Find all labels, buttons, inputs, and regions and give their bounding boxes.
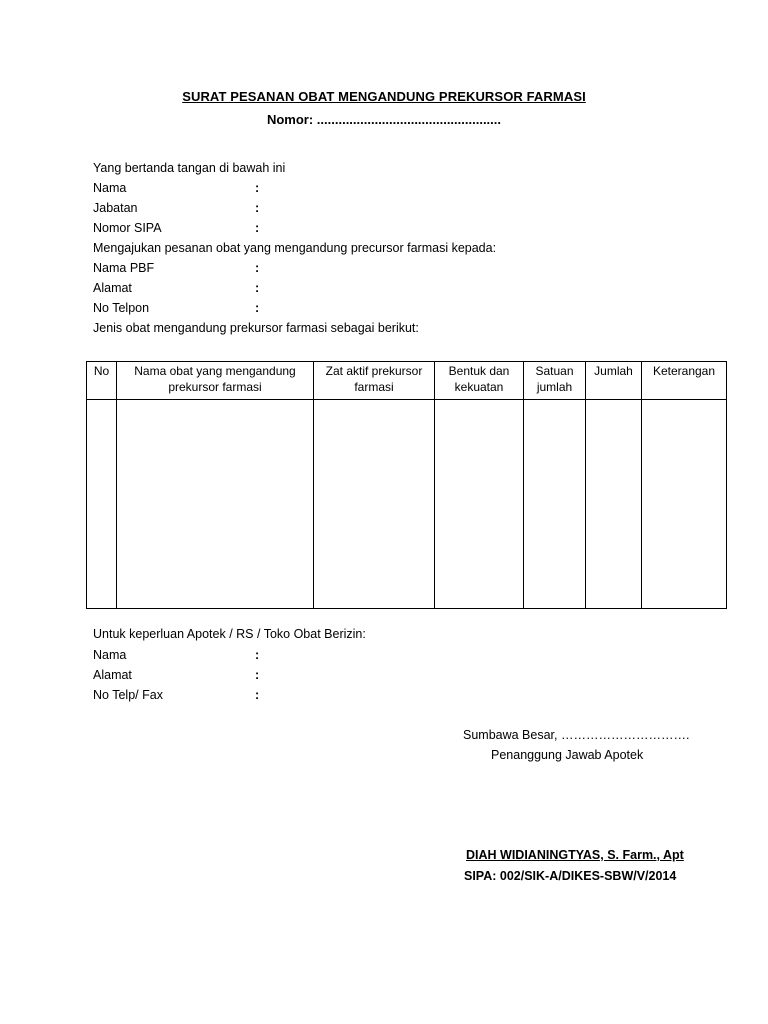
column-header-unit: Satuan jumlah [524, 362, 586, 400]
signer-sipa: SIPA: 002/SIK-A/DIKES-SBW/V/2014 [464, 869, 677, 883]
field-colon: : [255, 668, 260, 682]
table-cell-drug-name[interactable] [117, 400, 314, 609]
signer-role: Penanggung Jawab Apotek [491, 748, 644, 762]
signer-field-label: Nomor SIPA [93, 221, 162, 235]
purpose-field-label: Nama [93, 648, 127, 662]
table-cell-active-substance[interactable] [314, 400, 435, 609]
table-cell-unit[interactable] [524, 400, 586, 609]
signer-name: DIAH WIDIANINGTYAS, S. Farm., Apt [466, 848, 684, 862]
signer-field-label: Jabatan [93, 201, 138, 215]
pbf-field-label: Alamat [93, 281, 132, 295]
field-colon: : [255, 181, 260, 195]
column-header-no: No [87, 362, 117, 400]
table-header-row [87, 362, 727, 400]
table-row [87, 400, 727, 609]
pbf-field-label: No Telpon [93, 301, 150, 315]
field-colon: : [255, 688, 260, 702]
column-header-form-strength: Bentuk dan kekuatan [435, 362, 524, 400]
place-date: Sumbawa Besar, …………………………. [463, 728, 690, 742]
items-intro-text: Jenis obat mengandung prekursor farmasi sebagai berikut: [93, 321, 419, 335]
field-colon: : [255, 281, 260, 295]
order-items-table [86, 361, 727, 609]
field-colon: : [255, 221, 260, 235]
field-colon: : [255, 648, 260, 662]
column-header-notes: Keterangan [642, 362, 727, 400]
field-colon: : [255, 261, 260, 275]
document-title: SURAT PESANAN OBAT MENGANDUNG PREKURSOR FARMASI [182, 89, 586, 104]
document-number: Nomor: ................................................... [266, 112, 502, 127]
table-cell-no[interactable] [87, 400, 117, 609]
purpose-text: Untuk keperluan Apotek / RS / Toko Obat Berizin: [93, 627, 366, 641]
intro-text: Yang bertanda tangan di bawah ini [93, 161, 286, 175]
table-cell-form-strength[interactable] [435, 400, 524, 609]
signer-field-label: Nama [93, 181, 127, 195]
table-cell-notes[interactable] [642, 400, 727, 609]
purpose-field-label: Alamat [93, 668, 132, 682]
field-colon: : [255, 201, 260, 215]
purpose-field-label: No Telp/ Fax [93, 688, 163, 702]
request-text: Mengajukan pesanan obat yang mengandung precursor farmasi kepada: [93, 241, 497, 255]
table-cell-quantity[interactable] [586, 400, 642, 609]
column-header-active-substance: Zat aktif prekursor farmasi [314, 362, 435, 400]
column-header-quantity: Jumlah [586, 362, 642, 400]
pbf-field-label: Nama PBF [93, 261, 155, 275]
field-colon: : [255, 301, 260, 315]
column-header-drug-name: Nama obat yang mengandung prekursor farmasi [117, 362, 314, 400]
